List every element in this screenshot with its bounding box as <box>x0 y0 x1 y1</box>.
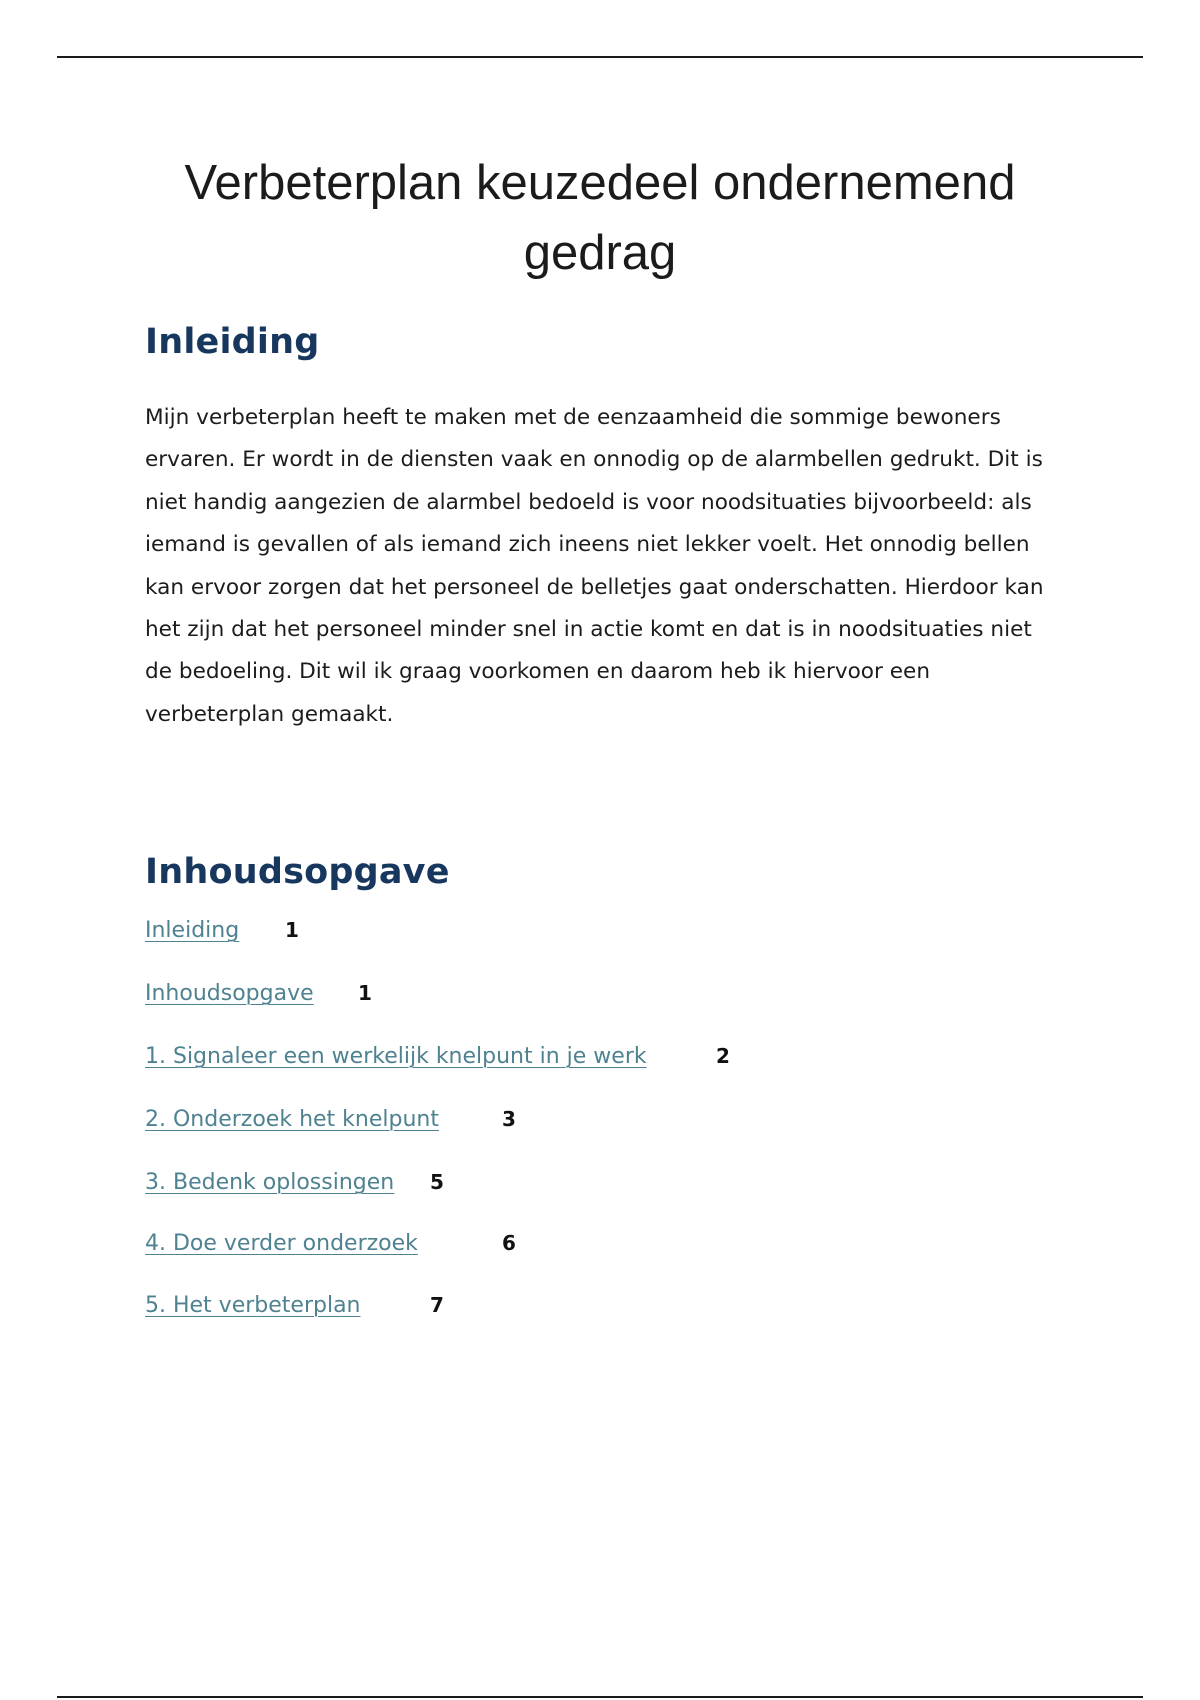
toc-link[interactable]: Inleiding <box>145 918 240 943</box>
bottom-rule <box>57 1696 1143 1698</box>
toc-page-number: 2 <box>716 1044 730 1068</box>
intro-heading: Inleiding <box>145 322 320 362</box>
toc-page-number: 1 <box>285 918 299 942</box>
toc-link[interactable]: 3. Bedenk oplossingen <box>145 1170 395 1195</box>
document-title: Verbeterplan keuzedeel ondernemend gedrag <box>184 156 1016 280</box>
top-rule <box>57 56 1143 58</box>
toc-page-number: 3 <box>502 1107 516 1131</box>
toc-link[interactable]: 1. Signaleer een werkelijk knelpunt in je werk <box>145 1044 647 1069</box>
toc-link[interactable]: 4. Doe verder onderzoek <box>145 1231 418 1256</box>
toc-page-number: 7 <box>430 1293 444 1317</box>
toc-link[interactable]: 5. Het verbeterplan <box>145 1293 361 1318</box>
toc-heading: Inhoudsopgave <box>145 852 450 892</box>
toc-link[interactable]: 2. Onderzoek het knelpunt <box>145 1107 439 1132</box>
toc-page-number: 1 <box>358 981 372 1005</box>
toc-link[interactable]: Inhoudsopgave <box>145 981 314 1006</box>
intro-paragraph: Mijn verbeterplan heeft te maken met de eenzaamheid die sommige bewoners ervaren. Er wordt in de diensten vaak en onnodig op de alarmbellen gedrukt. Dit is niet handig aangezien de alarmbel bedoeld is voor noodsituaties bijvoorbeeld: als iemand is gevallen of als iemand zich ineens niet lekker voelt. Het onnodig bellen kan ervoor zorgen dat het personeel de belletjes gaat onderschatten. Hierdoor kan het zijn dat het personeel minder snel in actie komt en dat is in noodsituaties niet de bedoeling. Dit wil ik graag voorkomen en daarom heb ik hiervoor een verbeterplan gemaakt. <box>145 405 1044 727</box>
toc-page-number: 6 <box>502 1231 516 1255</box>
toc-page-number: 5 <box>430 1170 444 1194</box>
